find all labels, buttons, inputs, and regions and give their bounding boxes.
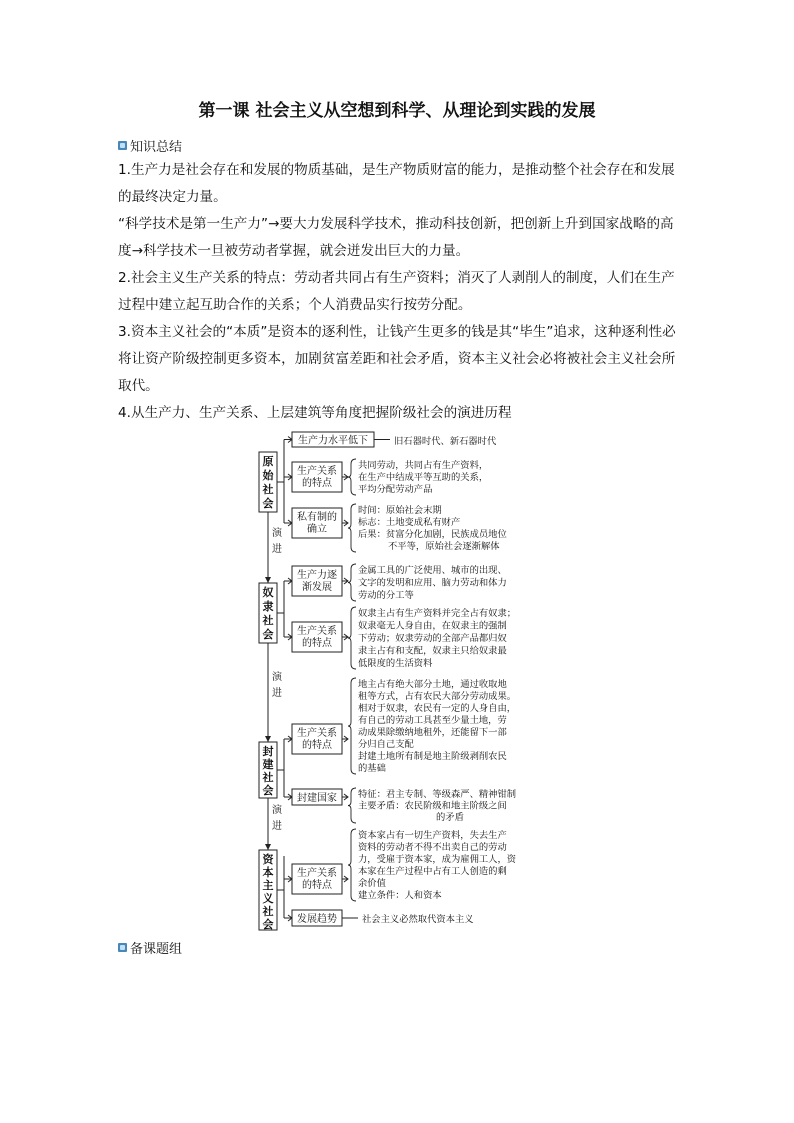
society-char: 建 — [262, 758, 274, 771]
society-char: 主 — [262, 879, 274, 892]
evolve-label: 演 — [272, 672, 282, 683]
branch-note: 有自己的劳动工具甚至少量土地，劳 — [358, 715, 507, 726]
society-char: 奴 — [262, 586, 274, 599]
society-char: 资 — [262, 853, 274, 866]
section-marker-icon — [118, 943, 127, 952]
branch-label: 的特点 — [302, 478, 332, 489]
section-prep — [118, 938, 182, 957]
branch-label: 生产力水平低下 — [298, 435, 368, 447]
society-char: 义 — [262, 892, 274, 905]
branch-label: 生产关系 — [297, 626, 337, 637]
branch-label: 的特点 — [302, 638, 332, 649]
branch-note: 租等方式，占有农民大部分劳动成果。 — [358, 691, 517, 702]
society-char: 会 — [262, 628, 274, 641]
brace-icon — [348, 607, 356, 669]
branch-note: 资本家占有一切生产资料，失去生产 — [358, 830, 507, 841]
branch-note: 的矛盾 — [436, 812, 464, 823]
branch-note: 在生产中结成平等互助的关系， — [358, 472, 489, 483]
society-char: 会 — [262, 784, 274, 797]
branch-note: 不平等，原始社会逐渐解体 — [388, 541, 500, 552]
branch-label: 渐发展 — [302, 582, 332, 593]
society-char: 会 — [262, 918, 274, 931]
branch-note: 奴隶主占有生产资料并完全占有奴隶； — [358, 608, 517, 619]
branch-note: 时间：原始社会末期 — [358, 505, 442, 516]
arrow-icon — [265, 736, 271, 742]
paragraph-4: 4.从生产力、生产关系、上层建筑等角度把握阶级社会的演进历程 — [118, 405, 512, 421]
branch-note: 的基础 — [358, 763, 386, 774]
branch-note: 封建土地所有制是地主阶级剥削农民 — [358, 751, 507, 762]
society-char: 始 — [262, 469, 274, 482]
society-char: 原 — [262, 455, 274, 468]
branch-note: 建立条件：人和资本 — [358, 890, 442, 901]
branch-note: 隶主占有和支配，奴隶主只给奴隶最 — [358, 645, 507, 657]
branch-note: 主要矛盾：农民阶级和地主阶级之间 — [358, 800, 507, 812]
evolve-label: 进 — [272, 544, 282, 555]
branch-note: 分归自己支配 — [358, 739, 414, 750]
branch-label: 私有制的 — [297, 512, 337, 523]
branch-note: 共同劳动，共同占有生产资料， — [358, 460, 489, 471]
branch-note: 社会主义必然取代资本主义 — [362, 914, 474, 925]
society-char: 封 — [262, 745, 274, 758]
branch-note: 下劳动；奴隶劳动的全部产品都归奴 — [358, 633, 507, 644]
evolve-label: 进 — [272, 821, 282, 832]
paragraph-1b: “科学技术是第一生产力”→要大力发展科学技术，推动科技创新，把创新上升到国家战略的高度→科学技术一旦被劳动者掌握，就会迸发出巨大的力量。 — [118, 216, 674, 259]
brace-icon — [348, 459, 356, 495]
branch-label: 发展趋势 — [297, 914, 337, 925]
section-prep-label: 备课题组 — [130, 942, 183, 957]
society-char: 社 — [262, 771, 274, 784]
brace-icon — [348, 788, 356, 823]
branch-note: 地主占有绝大部分土地，通过收取地 — [358, 679, 507, 690]
branch-note: 相对于奴隶，农民有一定的人身自由， — [358, 703, 517, 714]
branch-label: 的特点 — [302, 880, 332, 891]
brace-icon — [348, 564, 356, 601]
branch-note: 力，受雇于资本家，成为雇佣工人，资 — [358, 854, 517, 865]
branch-note: 平均分配劳动产品 — [358, 484, 433, 495]
branch-note: 后果：贫富分化加剧，民族成员地位 — [358, 529, 507, 540]
paragraph-2: 2.社会主义生产关系的特点：劳动者共同占有生产资料；消灭了人剥削人的制度，人们在生产过程中建立起互助合作的关系；个人消费品实行按劳分配。 — [118, 270, 675, 313]
branch-label: 生产关系 — [297, 868, 337, 879]
society-char: 社 — [262, 905, 274, 918]
branch-note: 动成果除缴纳地租外，还能留下一部 — [358, 727, 507, 738]
branch-note: 劳动的分工等 — [358, 590, 414, 601]
society-char: 会 — [262, 497, 274, 510]
branch-note: 余价值 — [358, 878, 386, 889]
branch-note: 文字的发明和应用、脑力劳动和体力 — [358, 577, 507, 589]
branch-label: 确立 — [307, 524, 327, 535]
branch-label: 封建国家 — [297, 793, 337, 804]
evolve-label: 演 — [272, 805, 282, 816]
branch-note: 标志：土地变成私有财产 — [358, 517, 461, 528]
brace-icon — [348, 678, 356, 774]
paragraph-1: 1.生产力是社会存在和发展的物质基础，是生产物质财富的能力，是推动整个社会存在和发展的最终决定力量。 — [118, 162, 675, 205]
branch-note: 特征：君主专制、等级森严、精神钳制 — [358, 789, 517, 800]
branch-label: 的特点 — [302, 740, 332, 751]
page-title: 第一课 社会主义从空想到科学、从理论到实践的发展 — [198, 101, 596, 121]
section-summary-label: 知识总结 — [130, 140, 183, 155]
brace-icon — [348, 504, 356, 552]
evolve-label: 进 — [272, 688, 282, 699]
branch-note: 本家在生产过程中占有工人创造的剩 — [358, 866, 507, 877]
arrow-icon — [265, 577, 271, 583]
evolve-label: 演 — [272, 528, 282, 539]
society-char: 社 — [262, 483, 274, 496]
arrow-icon — [265, 844, 271, 850]
society-char: 隶 — [262, 600, 274, 613]
branch-note: 资料的劳动者不得不出卖自己的劳动 — [358, 842, 507, 853]
branch-note: 奴隶毫无人身自由，在奴隶主的强制 — [358, 620, 507, 632]
branch-label: 生产力逐 — [297, 570, 337, 581]
brace-icon — [348, 829, 356, 901]
branch-note: 金属工具的广泛使用、城市的出现、 — [358, 565, 507, 576]
branch-note: 低限度的生活资料 — [358, 658, 433, 669]
society-char: 本 — [262, 866, 274, 879]
society-char: 社 — [262, 614, 274, 627]
branch-label: 生产关系 — [297, 466, 337, 477]
branch-note: 旧石器时代、新石器时代 — [394, 436, 497, 447]
paragraph-3: 3.资本主义社会的“本质”是资本的逐利性，让钱产生更多的钱是其“毕生”追求，这种逐利性必将让资产阶级控制更多资本，加剧贫富差距和社会矛盾，资本主义社会必将被社会主义社会所取代。 — [118, 324, 676, 394]
branch-label: 生产关系 — [297, 728, 337, 739]
